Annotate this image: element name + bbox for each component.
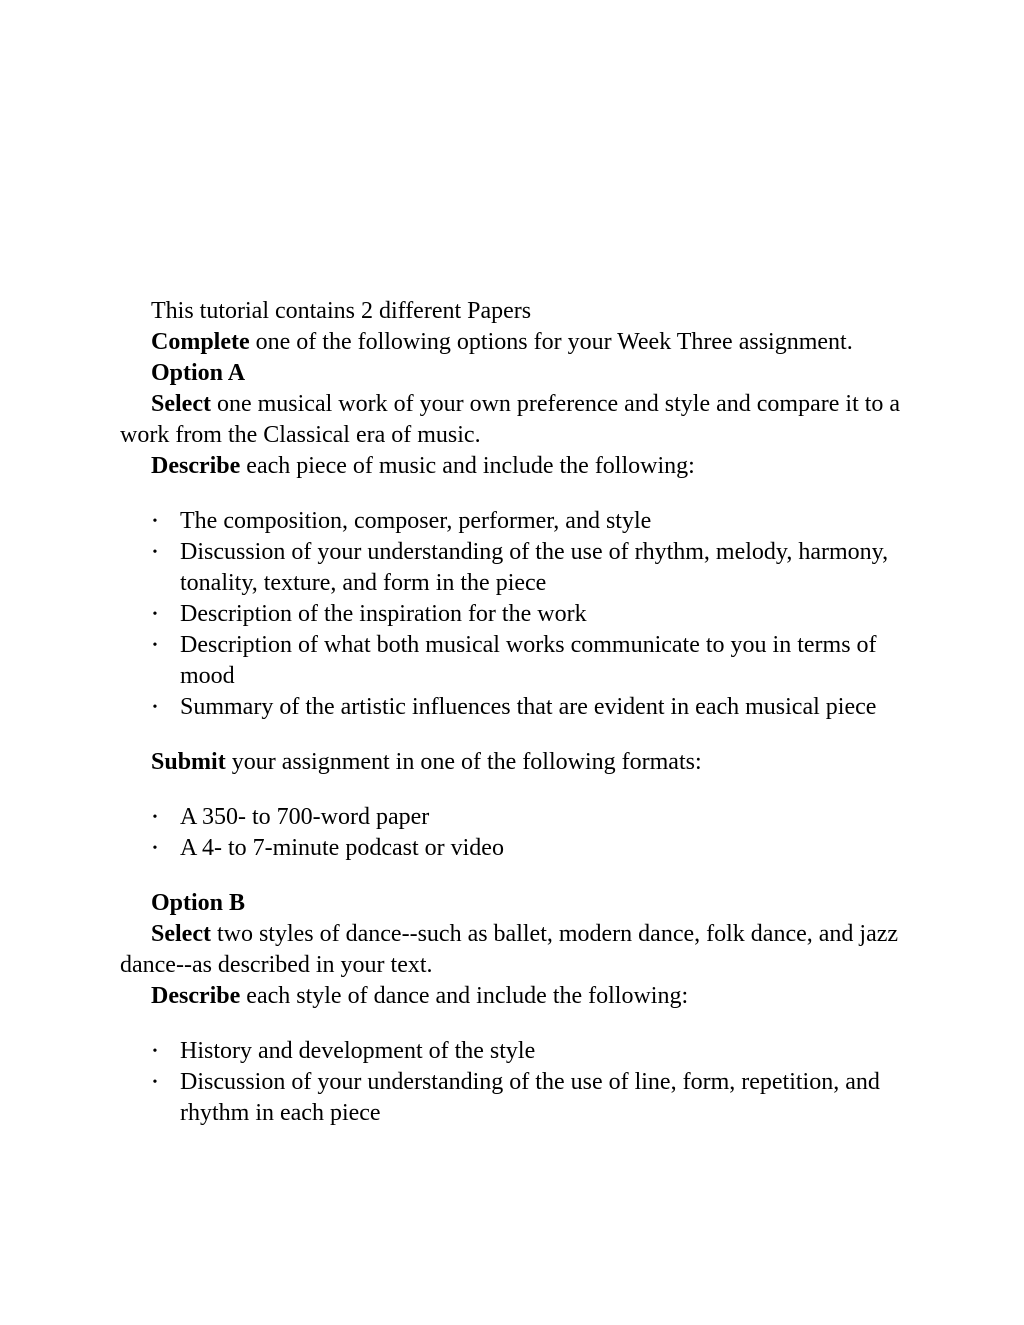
list-item-text: A 4- to 7-minute podcast or video: [180, 835, 504, 861]
complete-keyword: Complete: [151, 329, 250, 355]
bullet-icon: •: [152, 545, 158, 560]
list-item-text: Discussion of your understanding of the use of line, form, repetition, and rhythm in each piece: [180, 1069, 880, 1126]
option-a-describe-keyword: Describe: [151, 453, 241, 479]
option-a-requirements-list: [120, 506, 910, 723]
submit-formats-list: [120, 802, 910, 864]
bullet-icon: •: [152, 841, 158, 856]
option-a-submit: [120, 747, 910, 778]
list-item-text: Description of the inspiration for the work: [180, 601, 587, 627]
bullet-icon: •: [152, 1044, 158, 1059]
document-body: [120, 296, 910, 1153]
option-a-select-text: one musical work of your own preference and style and compare it to a work from the Classical era of music.: [120, 391, 901, 448]
list-item-text: Description of what both musical works communicate to you in terms of mood: [180, 632, 877, 689]
list-item: [152, 802, 910, 833]
option-a-describe: [120, 451, 910, 482]
option-a-heading: [120, 358, 910, 389]
list-item: [152, 1067, 910, 1129]
list-item-text: The composition, composer, performer, and style: [180, 508, 652, 534]
list-item: [152, 537, 910, 599]
option-a-select-keyword: Select: [151, 391, 211, 417]
option-b-describe-text: each style of dance and include the following:: [240, 983, 689, 1009]
submit-text: your assignment in one of the following formats:: [225, 749, 702, 775]
bullet-icon: •: [152, 810, 158, 825]
complete-instruction: [120, 327, 910, 358]
option-b-describe-keyword: Describe: [151, 983, 241, 1009]
intro-text: This tutorial contains 2 different Papers: [151, 298, 532, 324]
bullet-icon: •: [152, 700, 158, 715]
list-item: [152, 630, 910, 692]
option-a-describe-text: each piece of music and include the following:: [240, 453, 695, 479]
bullet-icon: •: [152, 514, 158, 529]
list-item-text: Discussion of your understanding of the use of rhythm, melody, harmony, tonality, texture, and form in the piece: [180, 539, 889, 596]
option-b-describe: [120, 981, 910, 1012]
list-item-text: History and development of the style: [180, 1038, 536, 1064]
option-b-title: Option B: [151, 890, 246, 916]
submit-keyword: Submit: [151, 749, 226, 775]
list-item: [152, 1036, 910, 1067]
bullet-icon: •: [152, 607, 158, 622]
list-item-text: A 350- to 700-word paper: [180, 804, 430, 830]
option-a-title: Option A: [151, 360, 246, 386]
bullet-icon: •: [152, 638, 158, 653]
option-b-requirements-list: [120, 1036, 910, 1129]
list-item-text: Summary of the artistic influences that are evident in each musical piece: [180, 694, 877, 720]
option-b-select-text: two styles of dance--such as ballet, modern dance, folk dance, and jazz dance--as described in your text.: [120, 921, 899, 978]
option-b-heading: [120, 888, 910, 919]
list-item: [152, 506, 910, 537]
list-item: [152, 833, 910, 864]
bullet-icon: •: [152, 1075, 158, 1090]
option-b-select: [120, 919, 910, 981]
list-item: [152, 692, 910, 723]
list-item: [152, 599, 910, 630]
intro-line: [120, 296, 910, 327]
option-b-select-keyword: Select: [151, 921, 211, 947]
complete-text: one of the following options for your Week Three assignment.: [249, 329, 853, 355]
option-a-select: [120, 389, 910, 451]
